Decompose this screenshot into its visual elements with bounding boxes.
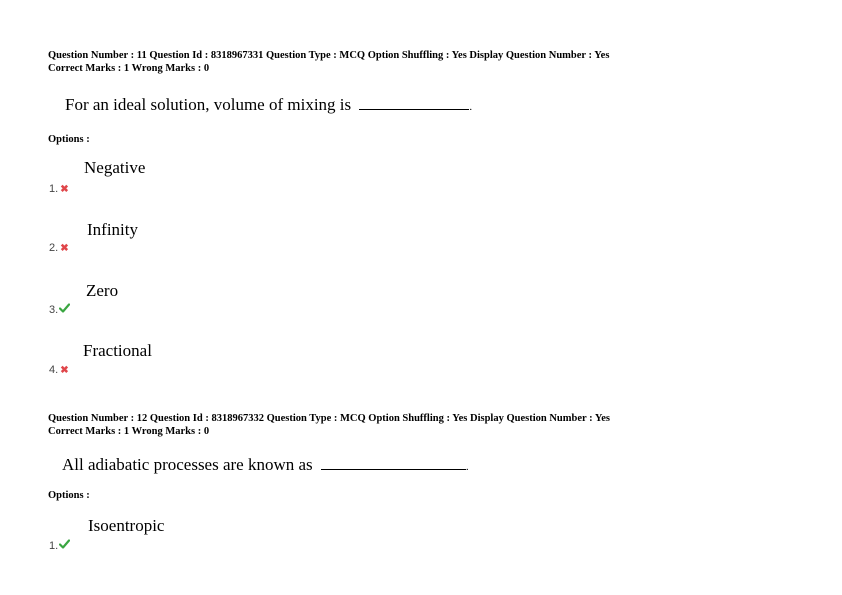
check-icon [59,536,70,554]
question-header [48,412,610,438]
cross-icon: ✖ [60,243,69,254]
option-number: 1. [49,183,59,195]
option-text: Zero [86,281,119,300]
option-marker [49,360,69,378]
cross-icon: ✖ [60,184,69,195]
question-header [48,49,609,75]
marks-meta-line: Correct Marks : 1 Wrong Marks : 0 [48,426,210,437]
question-text [65,95,472,115]
answer-blank [321,455,466,470]
options-label: Options : [48,134,90,145]
option-number: 3. [49,304,59,316]
option-marker [49,536,70,554]
option-text: Negative [84,158,146,177]
question-stem: For an ideal solution, volume of mixing is [65,95,352,114]
option-text: Infinity [87,220,138,239]
options-label: Options : [48,490,90,501]
question-text [62,455,469,475]
marks-meta-line: Correct Marks : 1 Wrong Marks : 0 [48,63,210,74]
option-marker [49,238,69,256]
option-text: Fractional [83,341,152,360]
answer-blank [359,95,469,110]
question-stem: All adiabatic processes are known as [62,455,313,474]
question-end-punct: . [469,101,473,113]
question-meta-line: Question Number : 12 Question Id : 8318967332 Question Type : MCQ Option Shuffling : Yes Display Question Number : Yes [48,413,611,424]
option-text: Isoentropic [88,516,165,535]
question-meta-line: Question Number : 11 Question Id : 8318967331 Question Type : MCQ Option Shuffling : Yes Display Question Number : Yes [48,50,610,61]
option-marker [49,300,70,318]
option-number: 2. [49,242,59,254]
option-number: 4. [49,364,59,376]
cross-icon: ✖ [60,365,69,376]
check-icon [59,300,70,318]
option-marker [49,179,69,197]
option-number: 1. [49,540,59,552]
question-end-punct: . [465,461,469,473]
